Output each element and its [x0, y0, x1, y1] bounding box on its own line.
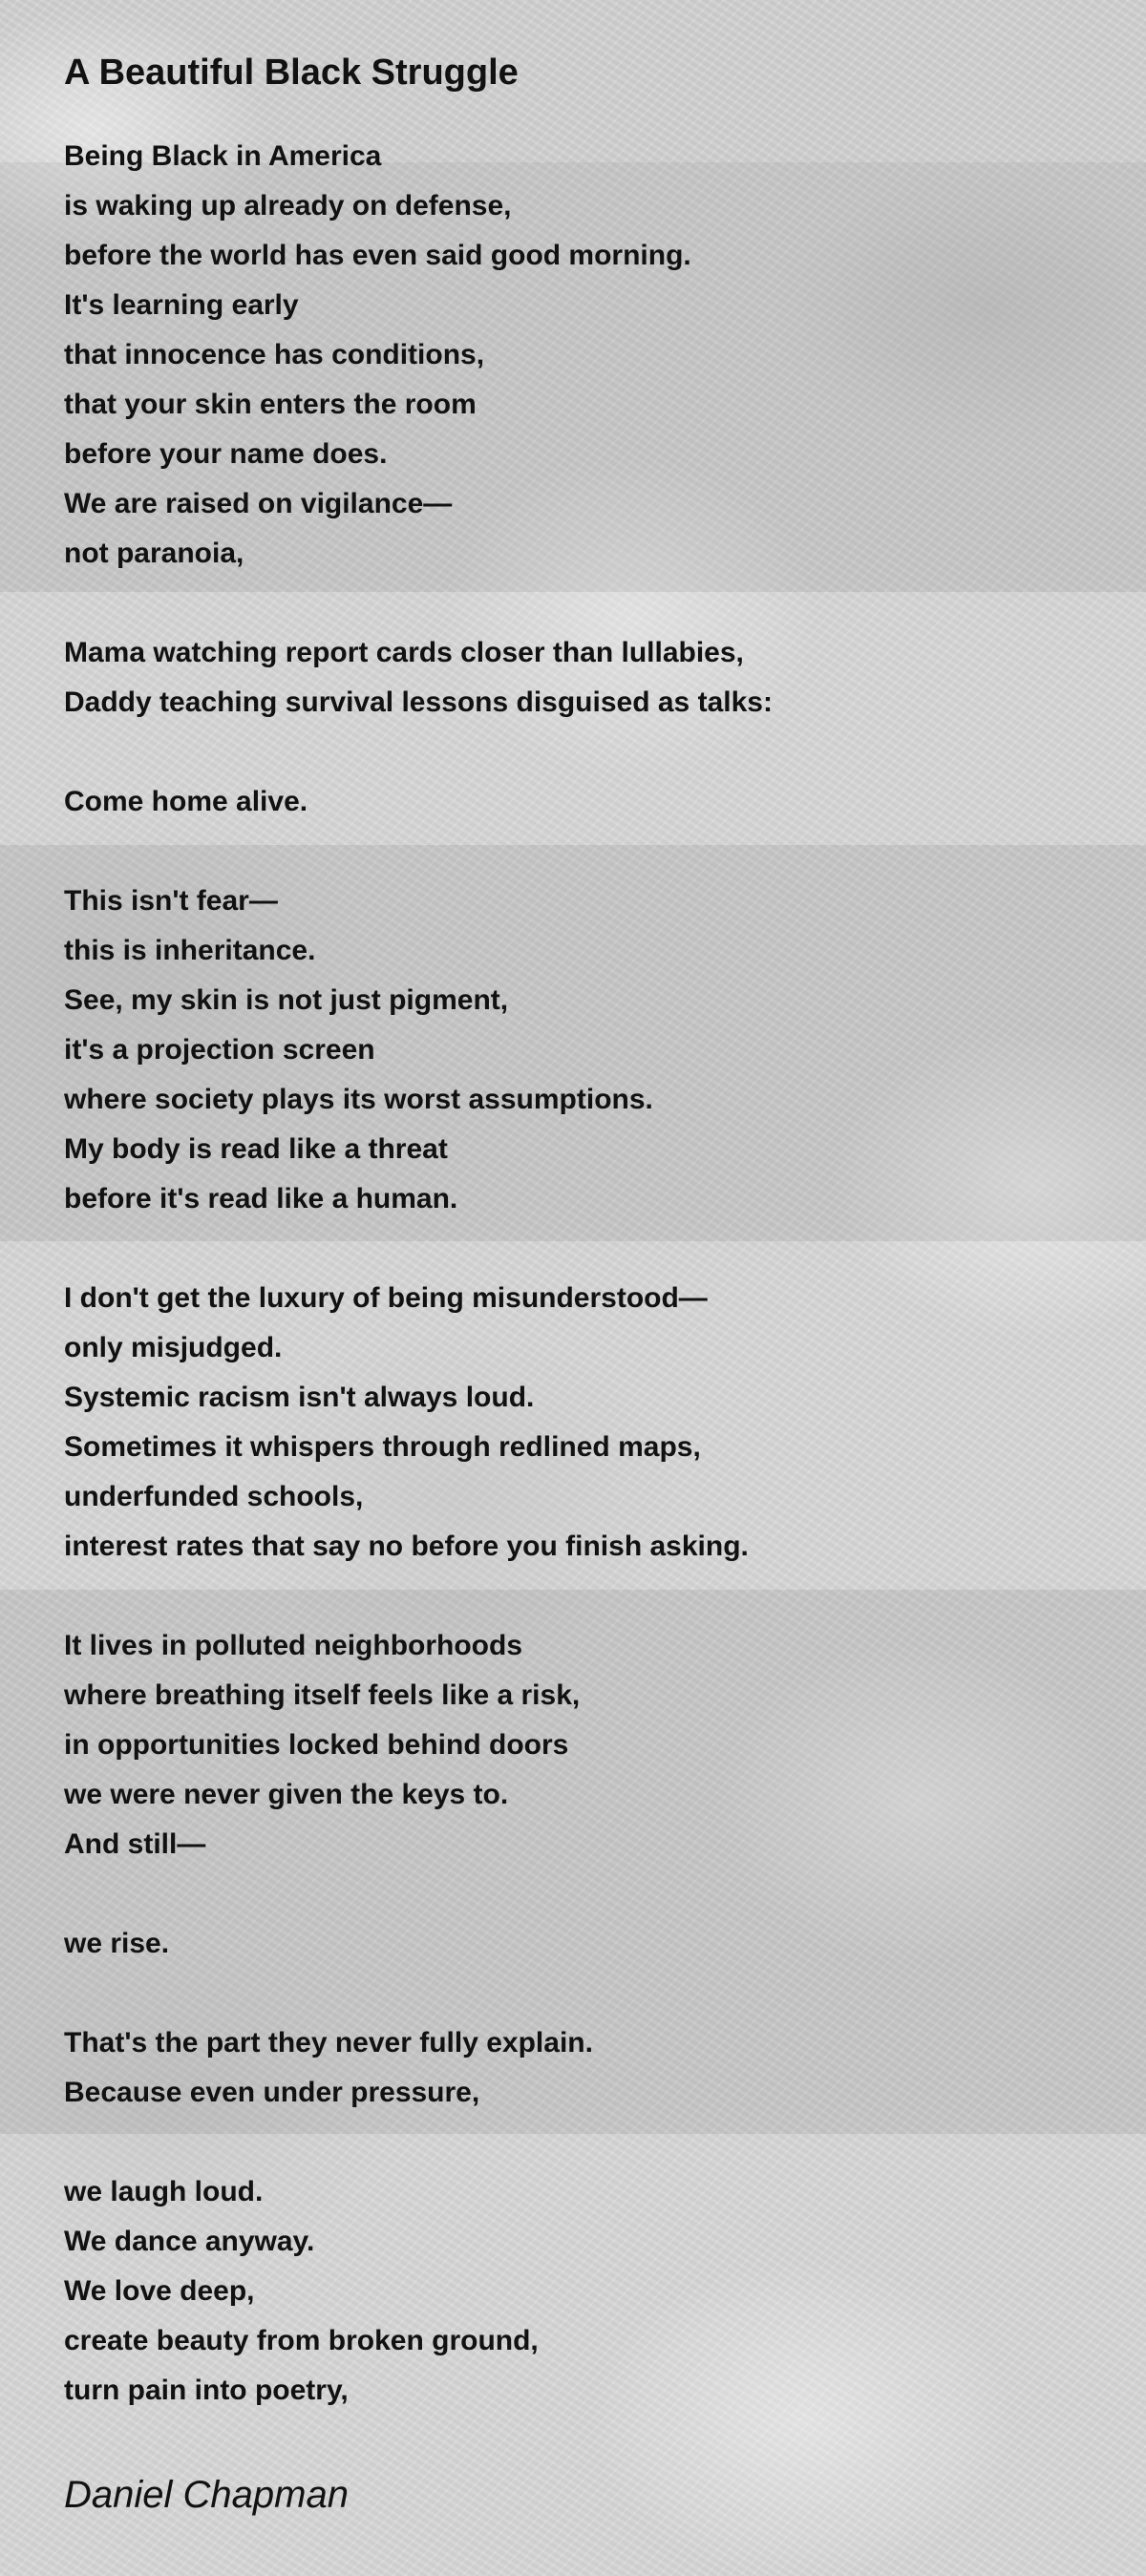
- stanza-break: [64, 579, 1095, 628]
- poem-line: Mama watching report cards closer than lullabies,: [64, 637, 744, 668]
- poem-line: before it's read like a human.: [64, 1183, 458, 1214]
- poem-line: it's a projection screen: [64, 1034, 375, 1066]
- poem-line: Sometimes it whispers through redlined maps,: [64, 1431, 701, 1463]
- poem-line: Because even under pressure,: [64, 2077, 480, 2108]
- stanza-break: [64, 1869, 1095, 1919]
- poem-line: we rise.: [64, 1928, 170, 1959]
- poem-line: not paranoia,: [64, 538, 244, 569]
- stanza-break: [64, 1224, 1095, 1274]
- poem-line: Being Black in America: [64, 140, 382, 172]
- poem-author: Daniel Chapman: [64, 2474, 349, 2516]
- poem-line: interest rates that say no before you finish asking.: [64, 1531, 749, 1562]
- poem-line: We are raised on vigilance—: [64, 488, 453, 519]
- poem-line: only misjudged.: [64, 1332, 283, 1363]
- poem-line: We love deep,: [64, 2275, 255, 2307]
- poem-line: And still—: [64, 1828, 206, 1860]
- poem-line: I don't get the luxury of being misunderstood—: [64, 1282, 708, 1314]
- poem-line: where breathing itself feels like a risk,: [64, 1679, 581, 1711]
- poem-line: My body is read like a threat: [64, 1133, 448, 1165]
- poem-line: that innocence has conditions,: [64, 339, 485, 370]
- poem-line: we laugh loud.: [64, 2176, 264, 2207]
- poem-content: [64, 50, 1095, 2519]
- stanza-break: [64, 2118, 1095, 2167]
- poem-line: that your skin enters the room: [64, 389, 477, 420]
- stanza-break: [64, 1969, 1095, 2018]
- stanza-break: [64, 1572, 1095, 1621]
- poem-line: in opportunities locked behind doors: [64, 1729, 569, 1761]
- poem-body: [64, 132, 1095, 2416]
- poem-line: This isn't fear—: [64, 885, 278, 917]
- poem-line: That's the part they never fully explain.: [64, 2027, 593, 2059]
- poem-line: Systemic racism isn't always loud.: [64, 1382, 535, 1413]
- poem-line: before the world has even said good morning.: [64, 240, 691, 271]
- poem-line: underfunded schools,: [64, 1481, 364, 1512]
- stanza-break: [64, 728, 1095, 777]
- poem-line: Daddy teaching survival lessons disguised as talks:: [64, 686, 773, 718]
- poem-line: create beauty from broken ground,: [64, 2325, 539, 2356]
- poem-line: Come home alive.: [64, 786, 308, 817]
- poem-line: before your name does.: [64, 438, 388, 470]
- poem-line: See, my skin is not just pigment,: [64, 984, 509, 1016]
- poem-line: It's learning early: [64, 289, 299, 321]
- poem-line: It lives in polluted neighborhoods: [64, 1630, 522, 1661]
- poem-line: is waking up already on defense,: [64, 190, 512, 222]
- poem-line: this is inheritance.: [64, 935, 316, 966]
- poem-line: where society plays its worst assumptions.: [64, 1084, 653, 1115]
- poem-line: turn pain into poetry,: [64, 2375, 349, 2406]
- poem-line: We dance anyway.: [64, 2226, 315, 2257]
- stanza-break: [64, 827, 1095, 876]
- poem-line: we were never given the keys to.: [64, 1779, 509, 1810]
- poem-title: A Beautiful Black Struggle: [64, 53, 519, 93]
